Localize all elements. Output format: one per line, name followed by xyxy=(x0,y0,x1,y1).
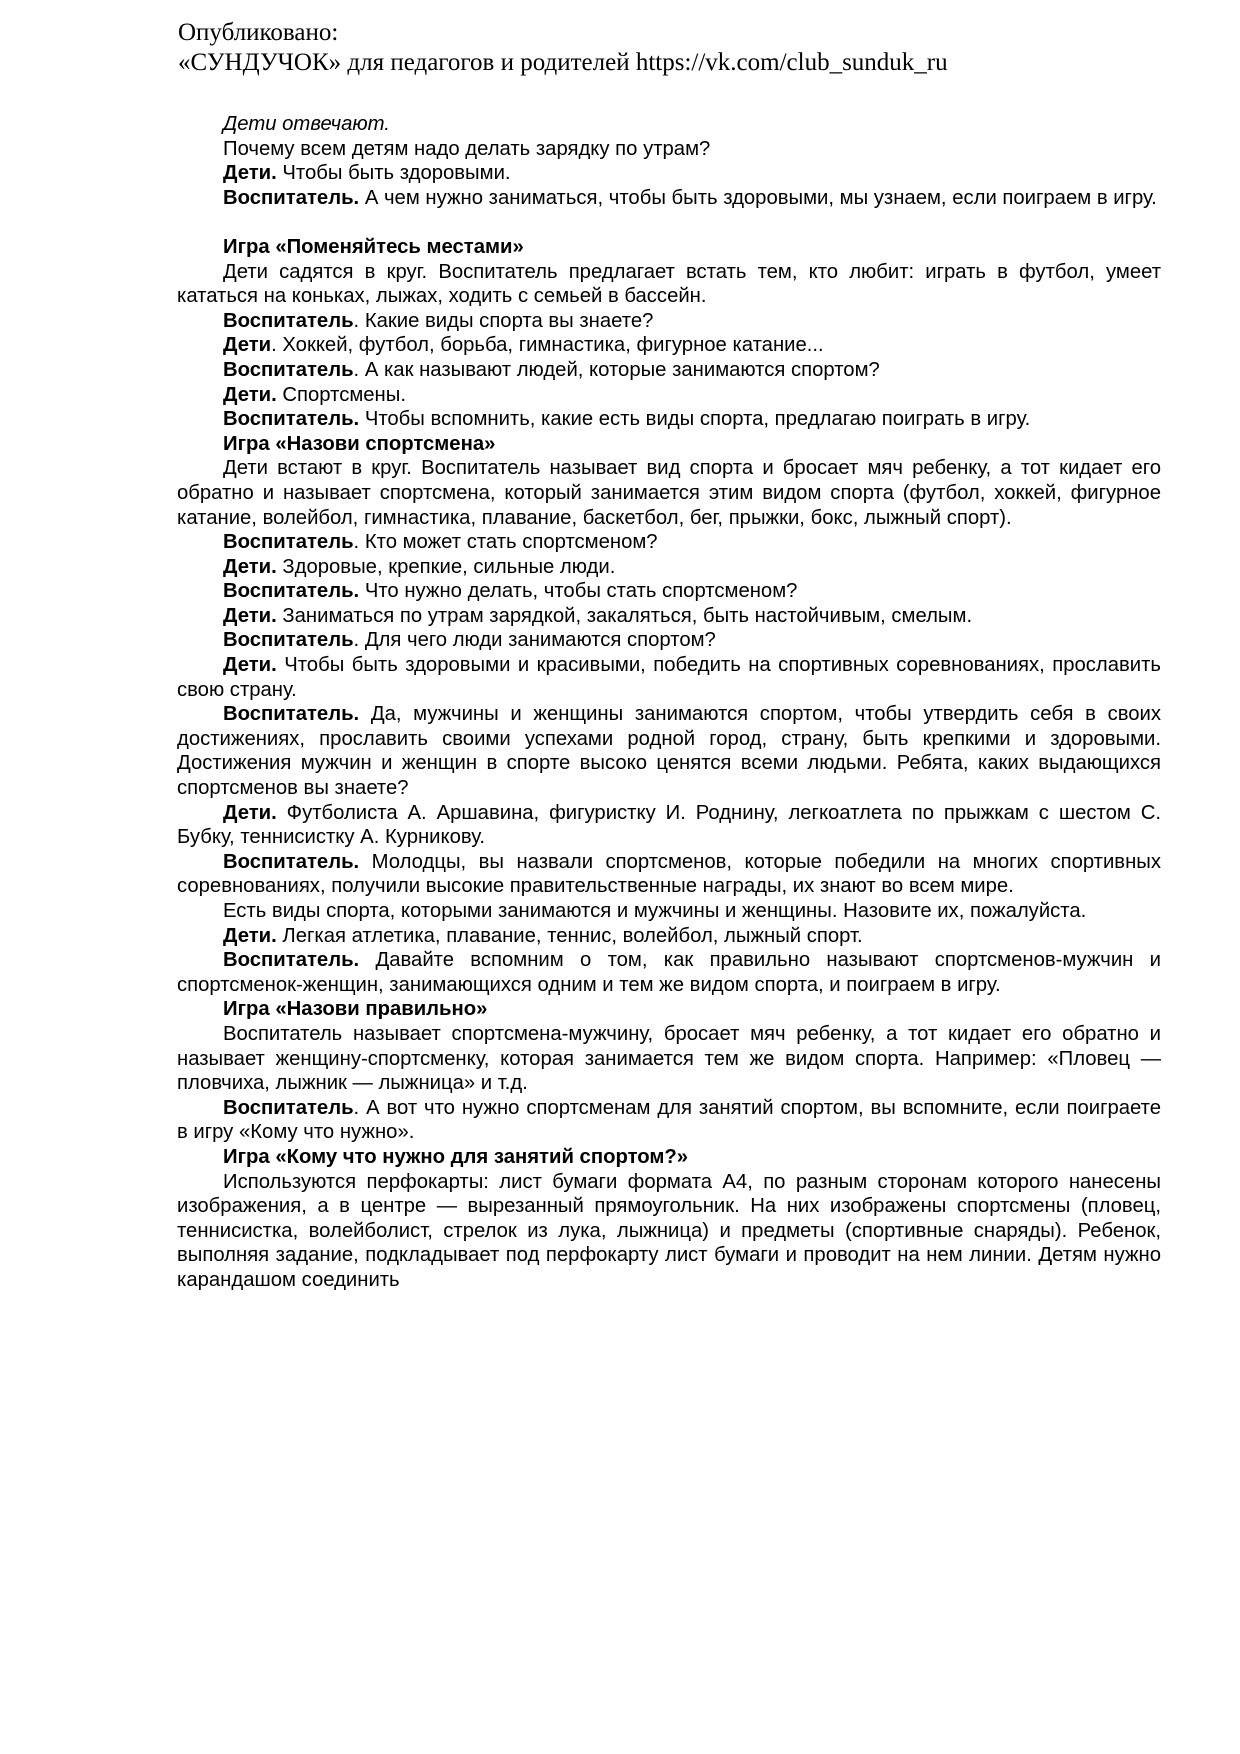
dialogue-text: . А вот что нужно спортсменам для занятий спортом, вы вспомните, если поиграете в игру «Кому что нужно». xyxy=(177,1096,1161,1144)
dialogue-text: Спортсмены. xyxy=(276,383,406,406)
dialogue-text: Молодцы, вы назвали спортсменов, которые победили на многих спортивных соревнованиях, получили высокие правительственные награды, их знают во всем мире. xyxy=(177,850,1161,898)
paragraph xyxy=(177,899,1161,924)
dialogue-line xyxy=(177,628,1161,653)
dialogue-text: А чем нужно заниматься, чтобы быть здоровыми, мы узнаем, если поиграем в игру. xyxy=(359,186,1157,209)
paragraph xyxy=(177,1022,1161,1096)
dialogue-line xyxy=(177,702,1161,800)
paragraph xyxy=(177,260,1161,309)
dialogue-line xyxy=(177,924,1161,949)
dialogue-text: . Для чего люди занимаются спортом? xyxy=(353,629,716,652)
dialogue-line xyxy=(177,1096,1161,1145)
section-heading: Игра «Назови спортсмена» xyxy=(223,432,496,455)
paragraph-text: Используются перфокарты: лист бумаги формата А4, по разным сторонам которого нанесены изображения, а в центре — вырезанный прямоугольник. На них изображены спортсмены (пловец, теннисистка, волейболист, стрелок из лука, лыжница) и предметы (спортивные снаряды). Ребенок, выполняя задание, подкладывает под перфокарту лист бумаги и проводит на нем линии. Детям нужно карандашом соединить xyxy=(177,1170,1161,1291)
dialogue-line xyxy=(177,850,1161,899)
dialogue-line xyxy=(177,653,1161,702)
publication-header xyxy=(178,18,948,78)
speaker-label: Дети. xyxy=(223,801,277,824)
dialogue-line xyxy=(177,579,1161,604)
paragraph xyxy=(177,456,1161,530)
speaker-label: Воспитатель xyxy=(223,1096,354,1119)
dialogue-line xyxy=(177,801,1161,850)
speaker-label: Воспитатель xyxy=(223,358,354,381)
dialogue-text: . Какие виды спорта вы знаете? xyxy=(353,309,654,332)
dialogue-line xyxy=(177,186,1161,211)
speaker-label: Воспитатель xyxy=(223,309,354,332)
paragraph-text: Дети встают в круг. Воспитатель называет вид спорта и бросает мяч ребенку, а тот кидает его обратно и называет спортсмена, который занимается этим видом спорта (футбол, хоккей, фигурное катание, волейбол, гимнастика, плавание, баскетбол, бег, прыжки, бокс, лыжный спорт). xyxy=(177,457,1161,529)
speaker-label: Воспитатель. xyxy=(223,408,360,431)
section-heading: Игра «Поменяйтесь местами» xyxy=(223,235,524,258)
paragraph xyxy=(177,1170,1161,1293)
paragraph-text: Дети отвечают. xyxy=(223,113,390,135)
speaker-label: Воспитатель. xyxy=(223,580,360,603)
dialogue-text: Футболиста А. Аршавина, фигуристку И. Роднину, легкоатлета по прыжкам с шестом С. Бубку, теннисистку А. Курникову. xyxy=(177,801,1161,849)
speaker-label: Дети. xyxy=(223,555,277,578)
published-label: Опубликовано: xyxy=(178,19,339,46)
dialogue-text: . Хоккей, футбол, борьба, гимнастика, фигурное катание... xyxy=(271,334,824,357)
paragraph-text: Почему всем детям надо делать зарядку по утрам? xyxy=(223,137,711,160)
speaker-label: Дети. xyxy=(223,162,277,185)
source-line: «СУНДУЧОК» для педагогов и родителей https://vk.com/club_sunduk_ru xyxy=(178,49,948,76)
speaker-label: Воспитатель xyxy=(223,531,354,554)
dialogue-line xyxy=(177,555,1161,580)
dialogue-text: . Кто может стать спортсменом? xyxy=(353,531,658,554)
dialogue-text: Чтобы вспомнить, какие есть виды спорта, предлагаю поиграть в игру. xyxy=(359,408,1031,431)
speaker-label: Дети. xyxy=(223,924,277,947)
paragraph-text: Есть виды спорта, которыми занимаются и мужчины и женщины. Назовите их, пожалуйста. xyxy=(223,900,1087,922)
dialogue-text: Да, мужчины и женщины занимаются спортом, чтобы утвердить себя в своих достижениях, прославить своими успехами родной город, страну, быть крепкими и здоровыми. Достижения мужчин и женщин в спорте высоко ценятся всеми людьми. Ребята, каких выдающихся спортсменов вы знаете? xyxy=(177,703,1161,800)
speaker-label: Дети xyxy=(223,334,272,357)
dialogue-line xyxy=(177,383,1161,408)
dialogue-line xyxy=(177,161,1161,186)
dialogue-line xyxy=(177,530,1161,555)
dialogue-line xyxy=(177,407,1161,432)
dialogue-line xyxy=(177,333,1161,358)
dialogue-text: Легкая атлетика, плавание, теннис, волейбол, лыжный спорт. xyxy=(276,924,863,947)
dialogue-text: Чтобы быть здоровыми и красивыми, победить на спортивных соревнованиях, прославить свою страну. xyxy=(177,654,1161,701)
dialogue-line xyxy=(177,309,1161,334)
speaker-label: Воспитатель. xyxy=(223,703,360,726)
speaker-label: Воспитатель xyxy=(223,629,354,652)
dialogue-text: . А как называют людей, которые занимаются спортом? xyxy=(353,358,880,381)
speaker-label: Дети. xyxy=(223,604,277,627)
dialogue-line xyxy=(177,948,1161,997)
dialogue-text: Здоровые, крепкие, сильные люди. xyxy=(276,555,616,578)
dialogue-text: Чтобы быть здоровыми. xyxy=(276,162,511,185)
speaker-label: Воспитатель. xyxy=(223,850,360,873)
paragraph-text: Воспитатель называет спортсмена-мужчину, бросает мяч ребенку, а тот кидает его обратно и называет женщину-спортсменку, которая занимается тем же видом спорта. Например: «Пловец — пловчиха, лыжник — лыжница» и т.д. xyxy=(177,1022,1161,1095)
paragraph xyxy=(177,137,1161,162)
dialogue-line xyxy=(177,358,1161,383)
speaker-label: Дети. xyxy=(223,383,277,406)
dialogue-text: Заниматься по утрам зарядкой, закаляться, быть настойчивым, смелым. xyxy=(276,604,973,627)
speaker-label: Дети. xyxy=(223,654,277,677)
dialogue-line xyxy=(177,604,1161,629)
speaker-label: Воспитатель. xyxy=(223,186,360,209)
speaker-label: Воспитатель. xyxy=(223,949,360,972)
section-heading: Игра «Кому что нужно для занятий спортом?» xyxy=(223,1145,689,1168)
stage-direction xyxy=(177,112,1161,137)
paragraph-text: Дети садятся в круг. Воспитатель предлагает встать тем, кто любит: играть в футбол, умеет кататься на коньках, лыжах, ходить с семьей в бассейн. xyxy=(177,260,1161,308)
dialogue-text: Что нужно делать, чтобы стать спортсменом? xyxy=(359,580,798,603)
section-heading: Игра «Назови правильно» xyxy=(223,998,488,1021)
document-body xyxy=(177,112,1161,1293)
dialogue-text: Давайте вспомним о том, как правильно называют спортсменов-мужчин и спортсменок-женщин, занимающихся одним и тем же видом спорта, и поиграем в игру. xyxy=(177,949,1161,996)
